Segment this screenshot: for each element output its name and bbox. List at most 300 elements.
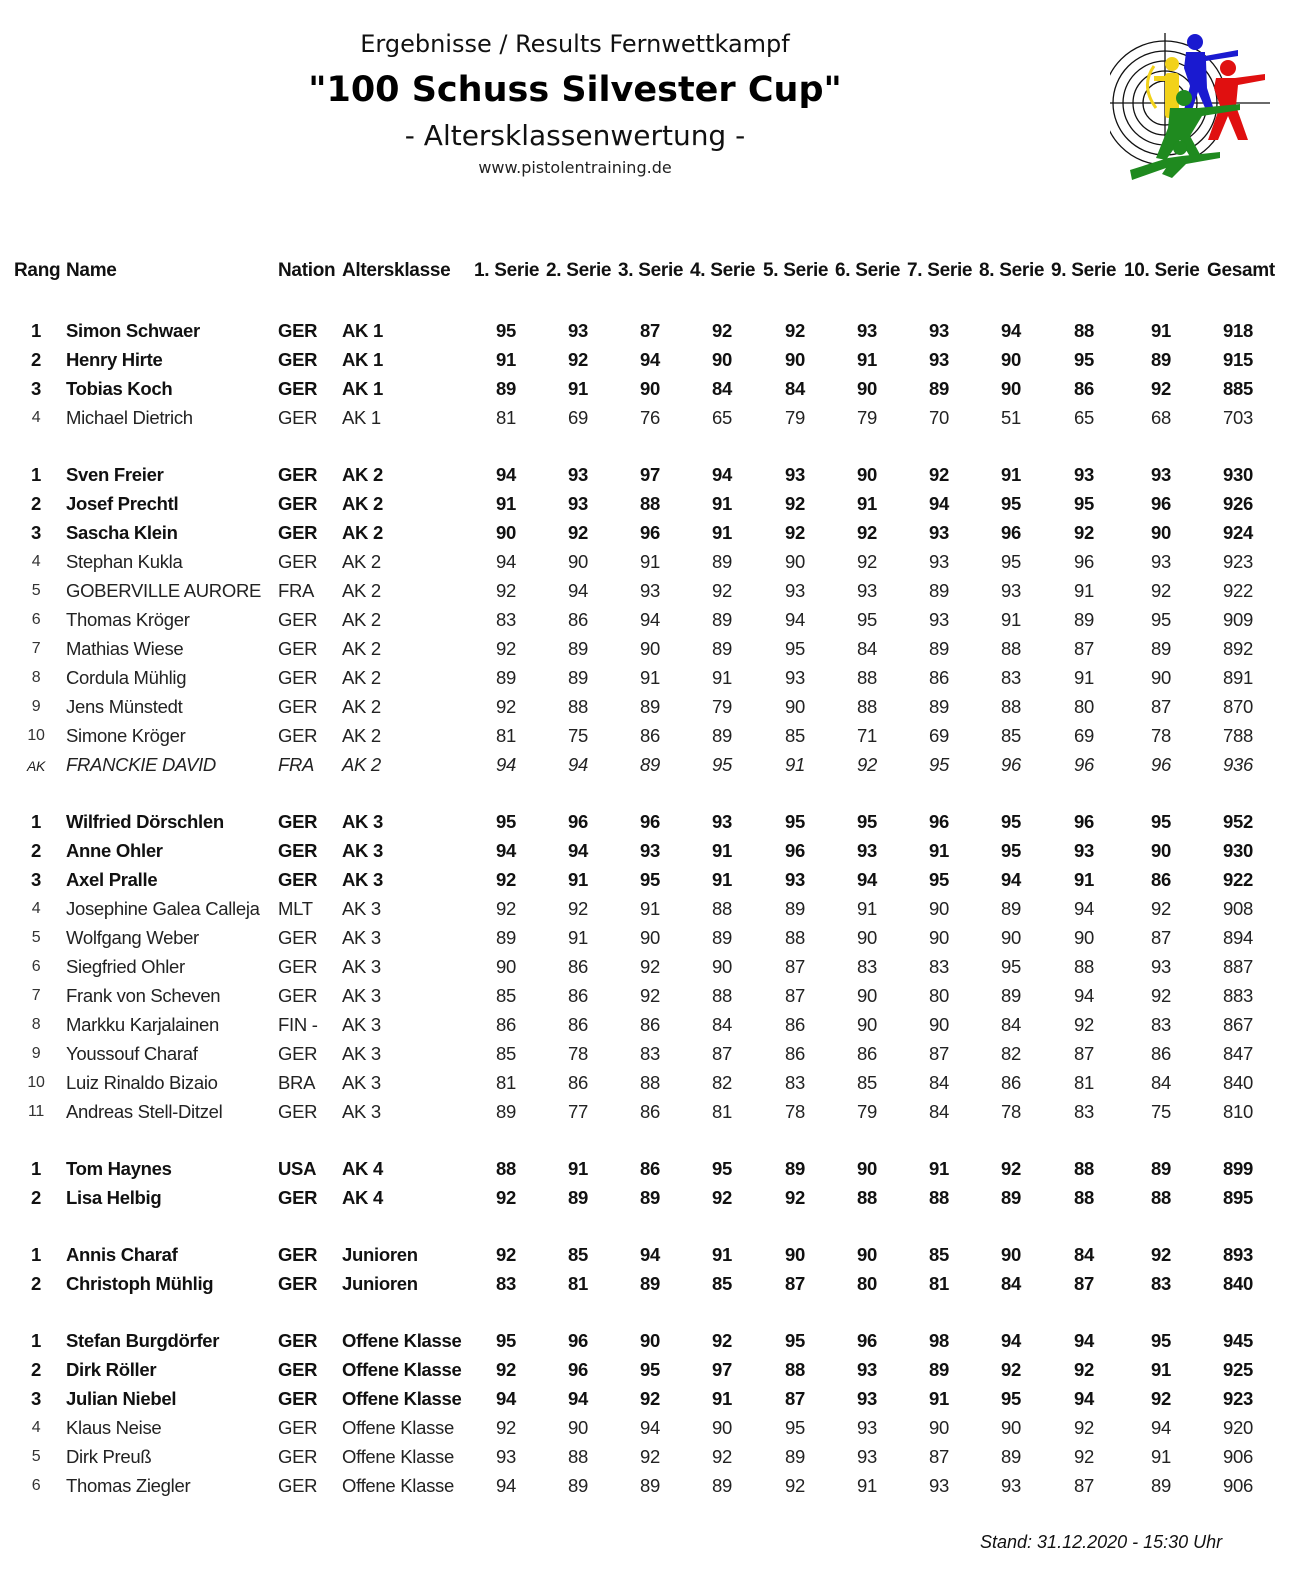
serie-2-cell: 91	[568, 869, 588, 890]
serie-9-cell: 87	[1074, 638, 1094, 659]
altersklasse-cell: AK 3	[342, 1014, 381, 1035]
serie-7-cell: 93	[929, 1475, 949, 1496]
serie-3-cell: 92	[640, 1388, 660, 1409]
nation-cell: GER	[278, 869, 318, 890]
serie-6-cell: 93	[857, 1446, 877, 1467]
serie-5-cell: 95	[785, 638, 805, 659]
serie-5-cell: 78	[785, 1101, 805, 1122]
col-header-serie-1: 1. Serie	[474, 260, 540, 281]
col-header-serie-10: 10. Serie	[1124, 260, 1200, 281]
gesamt-cell: 887	[1223, 956, 1253, 977]
serie-8-cell: 95	[1001, 1388, 1021, 1409]
nation-cell: GER	[278, 1244, 318, 1265]
table-row	[0, 1471, 1300, 1500]
altersklasse-cell: AK 2	[342, 667, 381, 688]
serie-3-cell: 86	[640, 1158, 660, 1179]
name-cell: Thomas Ziegler	[66, 1475, 191, 1496]
serie-2-cell: 69	[568, 407, 588, 428]
serie-10-cell: 96	[1151, 493, 1171, 514]
shooting-sports-target-logo-icon	[1110, 28, 1290, 198]
altersklasse-cell: AK 2	[342, 551, 381, 572]
col-header-serie-2: 2. Serie	[546, 260, 612, 281]
serie-8-cell: 90	[1001, 378, 1021, 399]
table-row	[0, 894, 1300, 923]
serie-4-cell: 81	[712, 1101, 732, 1122]
serie-2-cell: 96	[568, 1359, 588, 1380]
table-row	[0, 345, 1300, 374]
rank-cell: 3	[31, 378, 41, 399]
serie-3-cell: 96	[640, 522, 660, 543]
serie-5-cell: 87	[785, 956, 805, 977]
name-cell: Dirk Röller	[66, 1359, 157, 1380]
name-cell: Josef Prechtl	[66, 493, 179, 514]
serie-2-cell: 92	[568, 349, 588, 370]
serie-3-cell: 97	[640, 464, 660, 485]
serie-1-cell: 92	[496, 638, 516, 659]
serie-5-cell: 92	[785, 1187, 805, 1208]
serie-10-cell: 83	[1151, 1273, 1171, 1294]
rank-cell: 2	[31, 1273, 41, 1294]
serie-2-cell: 78	[568, 1043, 588, 1064]
gesamt-cell: 894	[1223, 927, 1253, 948]
gesamt-cell: 899	[1223, 1158, 1253, 1179]
serie-4-cell: 92	[712, 1330, 732, 1351]
serie-10-cell: 92	[1151, 580, 1171, 601]
serie-7-cell: 85	[929, 1244, 949, 1265]
altersklasse-cell: AK 2	[342, 580, 381, 601]
altersklasse-cell: AK 3	[342, 1043, 381, 1064]
serie-8-cell: 51	[1001, 407, 1021, 428]
rank-cell: 5	[31, 1448, 41, 1465]
serie-4-cell: 90	[712, 1417, 732, 1438]
altersklasse-cell: AK 3	[342, 956, 381, 977]
serie-8-cell: 92	[1001, 1359, 1021, 1380]
col-header-serie-9: 9. Serie	[1051, 260, 1117, 281]
gesamt-cell: 922	[1223, 580, 1253, 601]
serie-6-cell: 93	[857, 840, 877, 861]
serie-3-cell: 87	[640, 320, 660, 341]
table-row	[0, 1039, 1300, 1068]
serie-6-cell: 85	[857, 1072, 877, 1093]
serie-3-cell: 90	[640, 927, 660, 948]
name-cell: Julian Niebel	[66, 1388, 177, 1409]
serie-8-cell: 93	[1001, 1475, 1021, 1496]
serie-5-cell: 93	[785, 464, 805, 485]
serie-1-cell: 94	[496, 464, 516, 485]
serie-8-cell: 90	[1001, 349, 1021, 370]
rank-cell: 1	[31, 464, 41, 485]
serie-8-cell: 90	[1001, 1417, 1021, 1438]
nation-cell: GER	[278, 1101, 318, 1122]
event-subtitle: - Altersklassenwertung -	[404, 119, 746, 152]
website-link: www.pistolentraining.de	[478, 158, 672, 177]
serie-10-cell: 93	[1151, 464, 1171, 485]
serie-2-cell: 86	[568, 1014, 588, 1035]
serie-10-cell: 78	[1151, 725, 1171, 746]
table-row	[0, 605, 1300, 634]
serie-9-cell: 69	[1074, 725, 1094, 746]
name-cell: Stephan Kukla	[66, 551, 183, 572]
serie-2-cell: 93	[568, 493, 588, 514]
nation-cell: GER	[278, 985, 318, 1006]
table-row	[0, 1240, 1300, 1269]
serie-2-cell: 94	[568, 1388, 588, 1409]
rank-cell: 2	[31, 1187, 41, 1208]
rank-cell: 6	[31, 1477, 41, 1494]
rank-cell: 2	[31, 349, 41, 370]
serie-6-cell: 93	[857, 1359, 877, 1380]
serie-8-cell: 91	[1001, 609, 1021, 630]
gesamt-cell: 703	[1223, 407, 1253, 428]
serie-7-cell: 89	[929, 378, 949, 399]
serie-9-cell: 89	[1074, 609, 1094, 630]
gesamt-cell: 930	[1223, 464, 1253, 485]
serie-1-cell: 90	[496, 956, 516, 977]
serie-10-cell: 92	[1151, 898, 1171, 919]
serie-1-cell: 81	[496, 1072, 516, 1093]
serie-10-cell: 84	[1151, 1072, 1171, 1093]
table-row	[0, 403, 1300, 432]
serie-8-cell: 96	[1001, 522, 1021, 543]
serie-10-cell: 89	[1151, 1475, 1171, 1496]
nation-cell: FIN -	[278, 1014, 318, 1035]
rank-cell: 1	[31, 1330, 41, 1351]
serie-10-cell: 87	[1151, 696, 1171, 717]
rank-cell: 3	[31, 869, 41, 890]
gesamt-cell: 906	[1223, 1446, 1253, 1467]
serie-7-cell: 90	[929, 927, 949, 948]
serie-7-cell: 90	[929, 1417, 949, 1438]
serie-10-cell: 93	[1151, 551, 1171, 572]
rank-cell: 7	[31, 987, 41, 1004]
serie-6-cell: 71	[857, 725, 877, 746]
serie-5-cell: 90	[785, 696, 805, 717]
serie-5-cell: 87	[785, 1388, 805, 1409]
serie-5-cell: 87	[785, 1273, 805, 1294]
nation-cell: BRA	[278, 1072, 316, 1093]
nation-cell: GER	[278, 1446, 318, 1467]
altersklasse-cell: Offene Klasse	[342, 1417, 454, 1438]
serie-10-cell: 91	[1151, 320, 1171, 341]
serie-10-cell: 90	[1151, 667, 1171, 688]
serie-8-cell: 86	[1001, 1072, 1021, 1093]
altersklasse-cell: AK 3	[342, 898, 381, 919]
rank-cell: 5	[31, 929, 41, 946]
name-cell: GOBERVILLE AURORE	[66, 580, 262, 601]
serie-7-cell: 81	[929, 1273, 949, 1294]
gesamt-cell: 923	[1223, 551, 1253, 572]
serie-7-cell: 95	[929, 869, 949, 890]
serie-10-cell: 92	[1151, 1244, 1171, 1265]
serie-2-cell: 86	[568, 956, 588, 977]
serie-1-cell: 92	[496, 898, 516, 919]
nation-cell: GER	[278, 1187, 318, 1208]
serie-4-cell: 92	[712, 320, 732, 341]
serie-9-cell: 83	[1074, 1101, 1094, 1122]
serie-8-cell: 94	[1001, 1330, 1021, 1351]
serie-10-cell: 90	[1151, 840, 1171, 861]
nation-cell: GER	[278, 1273, 318, 1294]
serie-6-cell: 91	[857, 1475, 877, 1496]
serie-7-cell: 93	[929, 522, 949, 543]
serie-9-cell: 92	[1074, 1446, 1094, 1467]
serie-6-cell: 91	[857, 898, 877, 919]
nation-cell: GER	[278, 493, 318, 514]
serie-8-cell: 94	[1001, 320, 1021, 341]
nation-cell: USA	[278, 1158, 317, 1179]
serie-3-cell: 89	[640, 1187, 660, 1208]
serie-7-cell: 80	[929, 985, 949, 1006]
table-row	[0, 1183, 1300, 1212]
nation-cell: GER	[278, 522, 318, 543]
serie-4-cell: 89	[712, 725, 732, 746]
col-header-serie-4: 4. Serie	[690, 260, 756, 281]
serie-9-cell: 91	[1074, 667, 1094, 688]
table-row	[0, 1413, 1300, 1442]
serie-2-cell: 89	[568, 1187, 588, 1208]
nation-cell: GER	[278, 349, 318, 370]
serie-1-cell: 89	[496, 1101, 516, 1122]
name-cell: Josephine Galea Calleja	[66, 898, 260, 919]
serie-1-cell: 92	[496, 1417, 516, 1438]
serie-8-cell: 89	[1001, 985, 1021, 1006]
serie-2-cell: 86	[568, 609, 588, 630]
serie-5-cell: 92	[785, 1475, 805, 1496]
rank-cell: 2	[31, 840, 41, 861]
altersklasse-cell: Junioren	[342, 1244, 418, 1265]
serie-7-cell: 70	[929, 407, 949, 428]
serie-4-cell: 84	[712, 1014, 732, 1035]
table-row	[0, 1154, 1300, 1183]
serie-6-cell: 92	[857, 754, 877, 775]
serie-3-cell: 91	[640, 667, 660, 688]
nation-cell: GER	[278, 1359, 318, 1380]
serie-1-cell: 86	[496, 1014, 516, 1035]
gesamt-cell: 915	[1223, 349, 1253, 370]
serie-10-cell: 92	[1151, 1388, 1171, 1409]
serie-3-cell: 93	[640, 840, 660, 861]
serie-3-cell: 91	[640, 898, 660, 919]
gesamt-cell: 892	[1223, 638, 1253, 659]
altersklasse-cell: AK 3	[342, 985, 381, 1006]
serie-4-cell: 89	[712, 1475, 732, 1496]
serie-9-cell: 95	[1074, 493, 1094, 514]
rank-cell: 6	[31, 611, 41, 628]
gesamt-cell: 936	[1223, 754, 1253, 775]
name-cell: Siegfried Ohler	[66, 956, 185, 977]
serie-5-cell: 93	[785, 667, 805, 688]
serie-5-cell: 95	[785, 1330, 805, 1351]
serie-9-cell: 87	[1074, 1273, 1094, 1294]
serie-3-cell: 92	[640, 985, 660, 1006]
serie-1-cell: 94	[496, 754, 516, 775]
table-row	[0, 374, 1300, 403]
serie-7-cell: 93	[929, 609, 949, 630]
serie-7-cell: 91	[929, 1388, 949, 1409]
rank-cell: 4	[31, 553, 41, 570]
rank-cell: 2	[31, 493, 41, 514]
serie-3-cell: 92	[640, 1446, 660, 1467]
serie-4-cell: 95	[712, 1158, 732, 1179]
gesamt-cell: 923	[1223, 1388, 1253, 1409]
serie-8-cell: 96	[1001, 754, 1021, 775]
serie-9-cell: 96	[1074, 551, 1094, 572]
name-cell: Anne Ohler	[66, 840, 163, 861]
name-cell: Jens Münstedt	[66, 696, 183, 717]
serie-3-cell: 89	[640, 696, 660, 717]
serie-3-cell: 88	[640, 1072, 660, 1093]
rank-cell: 3	[31, 1388, 41, 1409]
serie-9-cell: 93	[1074, 840, 1094, 861]
serie-3-cell: 86	[640, 1014, 660, 1035]
serie-10-cell: 89	[1151, 1158, 1171, 1179]
serie-9-cell: 81	[1074, 1072, 1094, 1093]
altersklasse-cell: AK 2	[342, 638, 381, 659]
serie-6-cell: 95	[857, 609, 877, 630]
serie-10-cell: 95	[1151, 1330, 1171, 1351]
serie-2-cell: 93	[568, 320, 588, 341]
altersklasse-cell: AK 2	[342, 464, 383, 485]
serie-1-cell: 94	[496, 551, 516, 572]
name-cell: Tom Haynes	[66, 1158, 172, 1179]
serie-8-cell: 84	[1001, 1014, 1021, 1035]
table-row	[0, 1269, 1300, 1298]
serie-10-cell: 93	[1151, 956, 1171, 977]
nation-cell: GER	[278, 320, 318, 341]
serie-10-cell: 92	[1151, 378, 1171, 399]
serie-2-cell: 89	[568, 667, 588, 688]
nation-cell: GER	[278, 1388, 318, 1409]
name-cell: Wolfgang Weber	[66, 927, 199, 948]
altersklasse-cell: AK 3	[342, 927, 381, 948]
gesamt-cell: 918	[1223, 320, 1253, 341]
serie-10-cell: 95	[1151, 609, 1171, 630]
altersklasse-cell: Offene Klasse	[342, 1330, 462, 1351]
nation-cell: GER	[278, 638, 318, 659]
gesamt-cell: 870	[1223, 696, 1253, 717]
nation-cell: GER	[278, 609, 318, 630]
altersklasse-cell: AK 3	[342, 1072, 381, 1093]
serie-6-cell: 93	[857, 320, 877, 341]
altersklasse-cell: Junioren	[342, 1273, 418, 1294]
altersklasse-cell: AK 3	[342, 811, 383, 832]
col-header-rang: Rang	[14, 260, 61, 281]
serie-10-cell: 88	[1151, 1187, 1171, 1208]
serie-9-cell: 88	[1074, 1158, 1094, 1179]
table-row	[0, 663, 1300, 692]
serie-6-cell: 91	[857, 349, 877, 370]
serie-9-cell: 90	[1074, 927, 1094, 948]
serie-1-cell: 92	[496, 869, 516, 890]
serie-10-cell: 86	[1151, 1043, 1171, 1064]
serie-5-cell: 90	[785, 349, 805, 370]
serie-10-cell: 83	[1151, 1014, 1171, 1035]
serie-6-cell: 90	[857, 927, 877, 948]
name-cell: Andreas Stell-Ditzel	[66, 1101, 223, 1122]
name-cell: Christoph Mühlig	[66, 1273, 214, 1294]
serie-1-cell: 94	[496, 840, 516, 861]
gesamt-cell: 895	[1223, 1187, 1253, 1208]
serie-5-cell: 87	[785, 985, 805, 1006]
serie-8-cell: 89	[1001, 1446, 1021, 1467]
serie-7-cell: 93	[929, 349, 949, 370]
serie-2-cell: 86	[568, 1072, 588, 1093]
serie-5-cell: 84	[785, 378, 805, 399]
serie-4-cell: 89	[712, 638, 732, 659]
serie-2-cell: 91	[568, 378, 588, 399]
serie-10-cell: 89	[1151, 638, 1171, 659]
serie-7-cell: 96	[929, 811, 949, 832]
serie-9-cell: 87	[1074, 1475, 1094, 1496]
serie-4-cell: 92	[712, 1446, 732, 1467]
serie-4-cell: 94	[712, 464, 732, 485]
table-row	[0, 865, 1300, 894]
serie-1-cell: 83	[496, 609, 516, 630]
nation-cell: GER	[278, 1417, 318, 1438]
serie-3-cell: 76	[640, 407, 660, 428]
rank-cell: 7	[31, 640, 41, 657]
serie-4-cell: 93	[712, 811, 732, 832]
serie-9-cell: 87	[1074, 1043, 1094, 1064]
serie-6-cell: 93	[857, 1388, 877, 1409]
serie-5-cell: 86	[785, 1014, 805, 1035]
serie-7-cell: 98	[929, 1330, 949, 1351]
col-header-serie-3: 3. Serie	[618, 260, 684, 281]
gesamt-cell: 925	[1223, 1359, 1253, 1380]
serie-1-cell: 85	[496, 1043, 516, 1064]
rank-cell: 10	[27, 1074, 45, 1091]
table-row	[0, 1326, 1300, 1355]
rank-cell: 1	[31, 811, 41, 832]
serie-2-cell: 94	[568, 840, 588, 861]
serie-9-cell: 94	[1074, 985, 1094, 1006]
serie-7-cell: 84	[929, 1072, 949, 1093]
serie-10-cell: 90	[1151, 522, 1171, 543]
serie-8-cell: 91	[1001, 464, 1021, 485]
table-row	[0, 1355, 1300, 1384]
serie-2-cell: 89	[568, 638, 588, 659]
serie-4-cell: 97	[712, 1359, 732, 1380]
serie-3-cell: 90	[640, 638, 660, 659]
serie-4-cell: 89	[712, 551, 732, 572]
serie-8-cell: 93	[1001, 580, 1021, 601]
serie-3-cell: 94	[640, 349, 660, 370]
rank-cell: 4	[31, 409, 41, 426]
serie-9-cell: 88	[1074, 1187, 1094, 1208]
serie-6-cell: 88	[857, 1187, 877, 1208]
serie-7-cell: 93	[929, 320, 949, 341]
serie-1-cell: 90	[496, 522, 516, 543]
serie-5-cell: 93	[785, 869, 805, 890]
gesamt-cell: 867	[1223, 1014, 1253, 1035]
group-spacer	[0, 432, 1300, 460]
serie-2-cell: 77	[568, 1101, 588, 1122]
serie-8-cell: 89	[1001, 898, 1021, 919]
serie-9-cell: 96	[1074, 811, 1094, 832]
rank-cell: 8	[31, 1016, 41, 1033]
serie-2-cell: 90	[568, 1417, 588, 1438]
serie-1-cell: 81	[496, 725, 516, 746]
serie-1-cell: 94	[496, 1388, 516, 1409]
serie-9-cell: 65	[1074, 407, 1094, 428]
serie-2-cell: 96	[568, 811, 588, 832]
serie-1-cell: 83	[496, 1273, 516, 1294]
serie-7-cell: 91	[929, 1158, 949, 1179]
gesamt-cell: 952	[1223, 811, 1253, 832]
serie-2-cell: 94	[568, 754, 588, 775]
serie-4-cell: 91	[712, 1388, 732, 1409]
gesamt-cell: 840	[1223, 1072, 1253, 1093]
